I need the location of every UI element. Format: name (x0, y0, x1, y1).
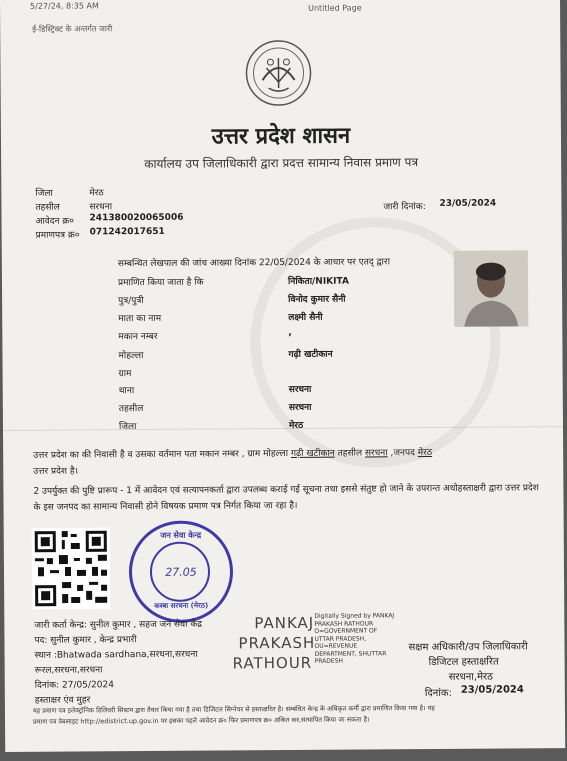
detail-value-parent: विनोद कुमार सैनी (288, 294, 346, 305)
print-page-title: Untitled Page (308, 3, 362, 13)
meta-label-application-no: आवेदन क्र० (35, 216, 75, 227)
authority-date: 23/05/2024 (460, 684, 524, 696)
authority-location: सरधना,मेरठ (448, 671, 493, 683)
authority-title: सक्षम अधिकारी/उप जिलाधिकारी (408, 641, 528, 654)
detail-value-name: निकिता/NIKITA (287, 276, 349, 287)
district-underlined: मेरठ (417, 447, 433, 459)
meta-label-tehsil: तहसील (35, 202, 60, 213)
meta-label-district: जिला (35, 188, 53, 199)
issuer-designation: पद: सुनील कुमार , केन्द्र प्रभारी (34, 635, 137, 646)
footer-note: यह प्रमाण पत्र इलेक्ट्रॉनिक डिलिवरी सिस्टम द्वारा तैयार किया गया है तथा डिजिटल सिग्नेचर से हस्ताक्षरित है। सम्बंधित केन्द्र के अधिकृत कर्मी द्वारा प्रमाणित किया गया है। यह प्रमाण पत्र वेबसाइट http://edistrict.up.gov.in पर इसका पहले आवेदन क्र० फिर प्रमाणपत्र क्र० अंकित कर,सत्यापित किया जा सकता है। (32, 703, 435, 726)
issuer-date: दिनांक: 27/05/2024 (34, 680, 114, 691)
confirmation-paragraph: 2 उपर्युक्त की पुष्टि प्रारूप - 1 में आवेदन एवं सत्यापनकर्ता द्वारा उपलब्ध कराई गई सूचना तथा इससे संतुष्ट हो जाने के उपरान्त अधोहस्ताक्षरी द्वारा उत्तर प्रदेश के इस जनपद का सामान्य निवासी होने विषयक प्रमाण पत्र निर्गत किया जा रहा है। (33, 483, 539, 513)
meta-label-certificate-no: प्रमाणपत्र क्र० (35, 230, 80, 241)
page-title: उत्तर प्रदेश शासन (211, 123, 351, 150)
meta-value-certificate-no: 071242017651 (89, 226, 165, 238)
intro-line: सम्बन्धित लेखपाल की जांच आख्या दिनांक 22/05/2024 के आधार पर एतद् द्वारा (117, 257, 391, 270)
issuer-place-2: रूरल,सरधना,सरधना (34, 665, 103, 676)
detail-label-district: जिला (118, 422, 137, 433)
issuer-place: स्थान :Bhatwada sardhana,सरधना,सरधना (34, 649, 198, 661)
authority-digital: डिजिटल हस्ताक्षरित (428, 656, 499, 669)
detail-label-name: प्रमाणित किया जाता है कि (117, 277, 204, 289)
detail-label-village: ग्राम (118, 369, 132, 380)
tehsil-underlined: सरधना (364, 448, 388, 459)
issuer-center: जारी कर्ता केन्द्र: सुनील कुमार , सहज जन सेवा केंद्र (34, 619, 203, 631)
detail-label-house-no: मकान नम्बर (118, 331, 158, 343)
detail-value-police-station: सरधना (288, 384, 312, 395)
detail-label-parent: पुत्र/पुत्री (118, 296, 144, 307)
authority-date-label: दिनांक: (424, 687, 452, 700)
meta-value-district: मेरठ (89, 188, 104, 199)
detail-label-mother: माता का नाम (118, 313, 162, 325)
signature-and-seal-label: हस्ताक्षर एंव मुहर (34, 695, 91, 706)
detail-value-locality: गढ़ी खटीकान (288, 349, 333, 360)
detail-value-mother: लक्ष्मी सैनी (288, 312, 323, 323)
meta-value-application-no: 241380020065006 (89, 212, 184, 224)
page-subtitle: कार्यालय उप जिलाधिकारी द्वारा प्रदत्त सामान्य निवास प्रमाण पत्र (144, 155, 419, 171)
issue-date: 23/05/2024 (439, 198, 497, 209)
up-government-emblem (242, 38, 314, 109)
detail-value-district: मेरठ (288, 420, 304, 431)
detail-label-police-station: थाना (118, 386, 135, 397)
certificate-page: 5/27/24, 8:35 AM Untitled Page ई-डिस्ट्रिक्ट के अन्तर्गत जारी उत्तर प्रदेश शासन कार्यालय उप जिलाधिकारी द्वारा प्रदत्त सामान्य निवास प्रमाण पत्र जिला मेरठ तहसील सरधना आवेदन क्र० 241380020065006 प्रमाणपत्र क्र० 071242017651 जारी दिनांक: 23/05/2024 सम्बन्धित लेखपाल की जांच आख्या दिनांक 22/05/2024 के आधार पर एतद् द्वारा प्रमाणित किया जाता है कि निकिता/NIKITA पुत्र/पुत्री विनोद कुमार सैनी माता का नाम लक्ष्मी सैनी मकान नम्बर , मोहल्ला गढ़ी खटीकान ग्राम थाना सरधना तहसील सरधना जिला मेरठ उत्तर प्रदेश का की निवासी है व उसका वर्तमान पता मकान नम्बर , ग्राम मोहल्ला गढ़ी खटीकान तहसील सरधना ,जनपद मेरठ उत्तर प्रदेश है। 2 उपर्युक्त की पुष्टि प्रारूप - 1 में आवेदन एवं सत्यापनकर्ता द्वारा उपलब्ध कराई गई सूचना तथा इससे संतुष्ट हो जाने के उपरान्त अधोहस्ताक्षरी द्वारा उत्तर प्रदेश के इस जनपद का सामान्य निवासी होने विषयक प्रमाण पत्र निर्गत किया जा रहा है। जन सेवा केन्द्र 27.05 कस्बा सरधना (मेरठ) जारी कर्ता केन्द्र: सुनील कुमार , सहज जन सेवा केंद्र पद: सुनील कुमार , केन्द्र प्रभारी स्थान :Bhatwada sardhana,सरधना,सरधना रूरल,सरधना,सरधना दिनांक: 27/05/2024 हस्ताक्षर एंव मुहर PANKAJ PRAKASH RATHOUR Digitally Signed by PANKAJ PRAKASH RATHOUR O=GOVERNMENT OF UTTAR PRADESH, OU=REVENUE DEPARTMENT, SHUTTAR PRADESH सक्षम अधिकारी/उप जिलाधिकारी डिजिटल हस्ताक्षरित सरधना,मेरठ दिनांक: 23/05/2024 यह प्रमाण पत्र इलेक्ट्रॉनिक डिलिवरी सिस्टम द्वारा तैयार किया गया है तथा डिजिटल सिग्नेचर से हस्ताक्षरित है। सम्बंधित केन्द्र के अधिकृत कर्मी द्वारा प्रमाणित किया गया है। यह प्रमाण पत्र वेबसाइट http://edistrict.up.gov.in पर इसका पहले आवेदन क्र० फिर प्रमाणपत्र क्र० अंकित कर,सत्यापित किया जा सकता है। (0, 0, 565, 752)
e-district-note: ई-डिस्ट्रिक्ट के अन्तर्गत जारी (32, 24, 113, 34)
detail-value-house-no: , (288, 327, 292, 338)
qr-code-icon (32, 527, 111, 610)
digital-signature-details: Digitally Signed by PANKAJ PRAKASH RATHOUR O=GOVERNMENT OF UTTAR PRADESH, OU=REVENUE DEPARTMENT, SHUTTAR PRADESH (314, 612, 395, 665)
detail-label-tehsil: तहसील (118, 404, 144, 415)
locality-underlined: गढ़ी खटीकान (290, 448, 335, 459)
applicant-photo (454, 250, 529, 327)
issue-date-label: जारी दिनांक: (383, 202, 426, 213)
residence-paragraph: उत्तर प्रदेश का की निवासी है व उसका वर्तमान पता मकान नम्बर , ग्राम मोहल्ला गढ़ी खटीकान तहसील सरधना ,जनपद मेरठ उत्तर प्रदेश है। (33, 447, 433, 477)
jan-seva-kendra-stamp: जन सेवा केन्द्र 27.05 कस्बा सरधना (मेरठ) (129, 520, 234, 623)
meta-value-tehsil: सरधना (89, 202, 113, 213)
detail-label-locality: मोहल्ला (118, 351, 144, 362)
print-date: 5/27/24, 8:35 AM (30, 1, 99, 11)
detail-value-tehsil: सरधना (288, 402, 312, 413)
